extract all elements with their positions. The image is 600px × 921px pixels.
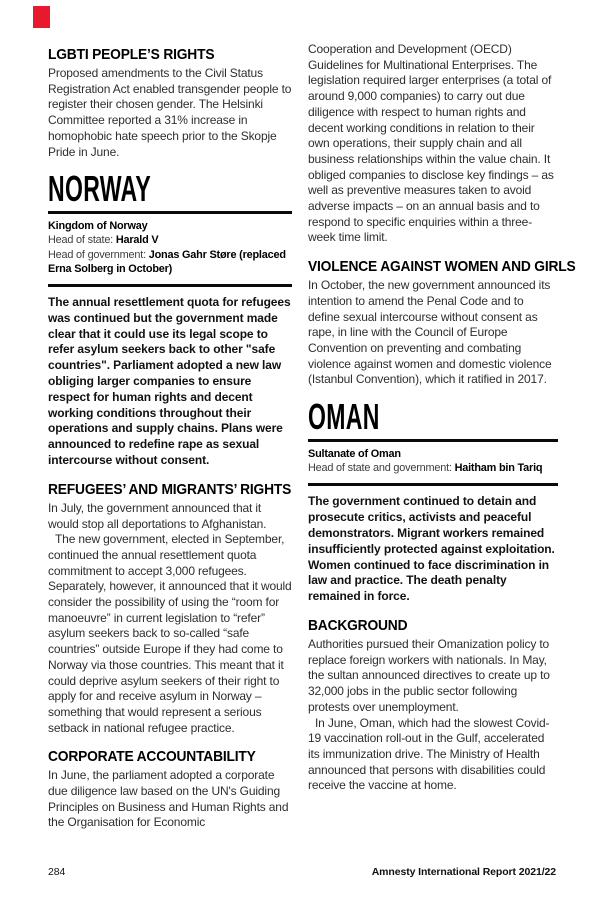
refugees-paragraph: In July, the government announced that it would stop all deportations to Afghanistan. — [48, 500, 267, 531]
oman-summary-paragraph: The government continued to detain and prosecute critics, activists and peaceful demonstrators. Migrant workers remained insufficiently protected against exploitation. Women continued to face discrimination in law and practice. The death penalty remained in force. — [308, 494, 555, 604]
norway-head-of-state-line — [48, 233, 292, 247]
oman-official-name: Sultanate of Oman — [308, 448, 401, 461]
violence-against-women-paragraph: In October, the new government announced its intention to amend the Penal Code and to define sexual intercourse without consent as rape, in line with the Council of Europe Convention on preventing and combating violence against women and domestic violence (Istanbul Convention), which it ratified in 2017. — [308, 278, 552, 387]
section-heading-refugees-rights: REFUGEES’ AND MIGRANTS’ RIGHTS — [48, 480, 292, 498]
lgbti-rights-paragraph: Proposed amendments to the Civil Status Registration Act enabled transgender people to register their chosen gender. The Helsinki Committee reported a 31% increase in homophobic hate speech prior to the Skopje Pride in June. — [48, 66, 292, 159]
oman-country-info — [308, 443, 558, 482]
oman-head-line — [308, 461, 558, 475]
page-footer — [48, 866, 556, 878]
corporate-accountability-continued-paragraph: Cooperation and Development (OECD) Guidelines for Multinational Enterprises. The legislation required larger enterprises (a total of around 9,000 companies) to carry out due diligence with respect to human rights and decent working conditions in relation to their own operations, their supply chain and all business relationships within the value chain. It obliged companies to disclose key findings – as well as preventive measures taken to avoid adverse impacts – on an annual basis and to respond to specific enquiries within a three-week time limit. — [308, 42, 554, 245]
background-paragraph: Authorities pursued their Omanization policy to replace foreign workers with nationals. In May, the sultan announced directives to create up to 32,000 jobs in the public sector following protests over unemployment. — [308, 637, 550, 714]
red-corner-marker — [33, 6, 50, 28]
norway-summary-paragraph: The annual resettlement quota for refugees was continued but the government made clear that it could use its legal scope to refer asylum seekers back to other "safe countries". Parliament adopted a new law obliging larger companies to ensure respect for human rights and decent working conditions throughout their operations and supply chains. Plans were announced to redefine rape as sexual intercourse without consent. — [48, 295, 291, 467]
oman-head-name: Haitham bin Tariq — [454, 462, 543, 475]
section-heading-background: BACKGROUND — [308, 617, 408, 635]
left-column — [48, 46, 292, 831]
background-paragraph: In June, Oman, which had the slowest Covid-19 vaccination roll-out in the Gulf, accelerated its immunization drive. The Ministry of Health announced that persons with disabilities could receive the vaccine at home. — [308, 715, 550, 793]
divider-rule — [308, 483, 558, 486]
refugees-paragraph: The new government, elected in September, continued the annual resettlement quota commitment to accept 3,000 refugees. Separately, however, it announced that it would consider the possibility of using the “room for manoeuvre” in current legislation to “refer” asylum seekers back to so-called “safe countries” outside Europe if they had come to Norway via those countries. This meant that it could deprive asylum seekers of their right to apply for and receive asylum in Norway – something that would represent a serious setback in national refugee practice. — [48, 532, 292, 735]
oman-head-label: Head of state and government: — [308, 462, 455, 475]
head-of-government-name: Jonas Gahr Støre (replaced Erna Solberg in October) — [48, 248, 286, 275]
head-of-government-label: Head of government: — [48, 248, 149, 261]
country-heading-oman: OMAN — [308, 396, 380, 438]
report-title: Amnesty International Report 2021/22 — [371, 866, 556, 878]
divider-rule — [308, 439, 558, 442]
divider-rule — [48, 284, 292, 287]
norway-official-name: Kingdom of Norway — [48, 220, 148, 233]
section-heading-corporate-accountability: CORPORATE ACCOUNTABILITY — [48, 748, 256, 766]
head-of-state-label: Head of state: — [48, 234, 116, 247]
norway-head-of-government-line — [48, 248, 292, 276]
norway-country-info — [48, 215, 292, 283]
country-heading-norway: NORWAY — [48, 168, 152, 210]
page-number: 284 — [48, 866, 66, 878]
corporate-accountability-paragraph: In June, the parliament adopted a corporate due diligence law based on the UN's Guiding Principles on Business and Human Rights and the Organisation for Economic — [48, 768, 289, 830]
section-heading-violence-against-women: VIOLENCE AGAINST WOMEN AND GIRLS — [308, 258, 576, 276]
head-of-state-name: Harald V — [115, 234, 159, 247]
right-column — [308, 42, 576, 794]
divider-rule — [48, 211, 292, 214]
section-heading-lgbti-rights: LGBTI PEOPLE’S RIGHTS — [48, 46, 215, 63]
